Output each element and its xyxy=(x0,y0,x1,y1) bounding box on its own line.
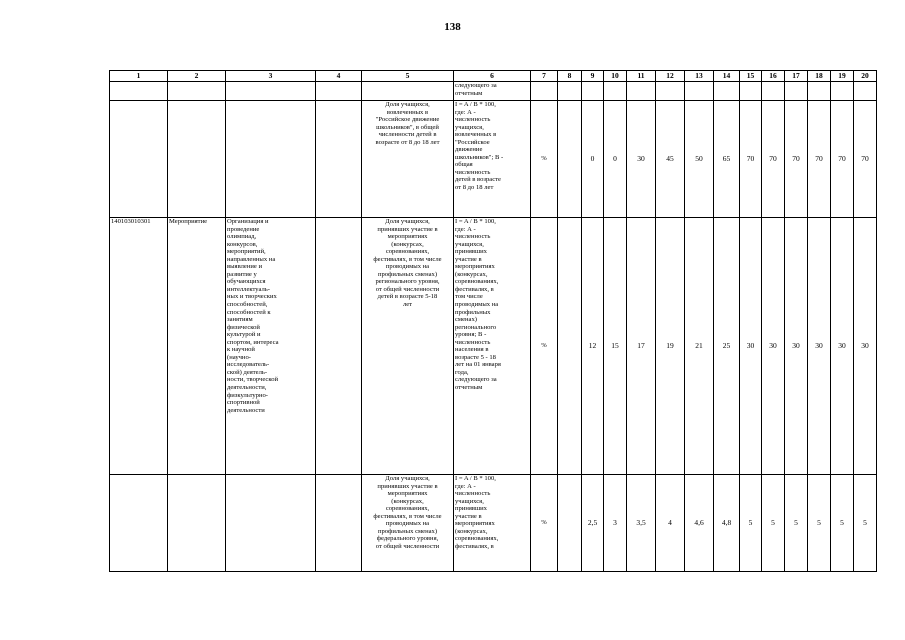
cell-description xyxy=(226,475,316,572)
cell-formula: следующего за отчетным xyxy=(454,82,531,101)
column-header: 7 xyxy=(531,71,558,82)
column-header: 20 xyxy=(854,71,877,82)
cell-value: 70 xyxy=(762,101,785,218)
cell-value: 3,5 xyxy=(627,475,656,572)
column-header: 12 xyxy=(656,71,685,82)
column-header: 15 xyxy=(740,71,762,82)
cell-value xyxy=(740,82,762,101)
cell-col8 xyxy=(558,218,582,475)
cell-value: 30 xyxy=(627,101,656,218)
column-header: 6 xyxy=(454,71,531,82)
cell-value: 5 xyxy=(740,475,762,572)
table-row xyxy=(110,101,877,218)
cell-value: 4,6 xyxy=(685,475,714,572)
table-header-row xyxy=(110,71,877,82)
cell-value xyxy=(854,82,877,101)
cell-value: 5 xyxy=(762,475,785,572)
cell-indicator: Доля учащихся, вовлеченных в "Российское движение школьников", в общей численности детей в возрасте от 8 до 18 лет xyxy=(362,101,454,218)
cell-value xyxy=(604,82,627,101)
cell-indicator xyxy=(362,82,454,101)
cell-value: 30 xyxy=(831,218,854,475)
cell-col8 xyxy=(558,82,582,101)
table-row xyxy=(110,475,877,572)
cell-unit: % xyxy=(531,218,558,475)
cell-value xyxy=(685,82,714,101)
cell-value: 5 xyxy=(831,475,854,572)
column-header: 16 xyxy=(762,71,785,82)
column-header: 2 xyxy=(168,71,226,82)
cell-col4 xyxy=(316,218,362,475)
cell-code: 140103010301 xyxy=(110,218,168,475)
cell-value xyxy=(656,82,685,101)
cell-value xyxy=(785,82,808,101)
cell-code xyxy=(110,101,168,218)
cell-formula: I = A / B * 100, где: А - численность учащихся, принявших участие в мероприятиях (конкурсах, соревнованиях, фестивалях, в том числе проводимых на профильных сменах) регионального уровня; B - численность населения в возрасте 5 - 18 лет на 01 января года, следующего за отчетным xyxy=(454,218,531,475)
cell-unit: % xyxy=(531,101,558,218)
cell-description: Организация и проведение олимпиад, конкурсов, мероприятий, направленных на выявление и развитие у обучающихся интеллектуаль- ных и творческих способностей, способностей к занятиям физической культурой и спортом, интереса к научной (научно- исследователь- ской) деятель- ности, творческой деятельности, физкультурно- спортивной деятельности xyxy=(226,218,316,475)
cell-code xyxy=(110,475,168,572)
column-header: 13 xyxy=(685,71,714,82)
cell-col8 xyxy=(558,101,582,218)
cell-name: Мероприятие xyxy=(168,218,226,475)
column-header: 18 xyxy=(808,71,831,82)
cell-value: 17 xyxy=(627,218,656,475)
cell-value: 30 xyxy=(785,218,808,475)
cell-formula: I = A / B * 100, где: А - численность учащихся, вовлеченных в "Российское движение школьников"; B - общая численность детей в возрасте от 8 до 18 лет xyxy=(454,101,531,218)
column-header: 14 xyxy=(714,71,740,82)
cell-value: 70 xyxy=(831,101,854,218)
column-header: 19 xyxy=(831,71,854,82)
cell-value: 5 xyxy=(785,475,808,572)
indicators-table xyxy=(109,70,877,572)
column-header: 8 xyxy=(558,71,582,82)
cell-value: 50 xyxy=(685,101,714,218)
cell-value: 65 xyxy=(714,101,740,218)
cell-value: 70 xyxy=(740,101,762,218)
cell-unit xyxy=(531,82,558,101)
cell-name xyxy=(168,101,226,218)
cell-value: 30 xyxy=(854,218,877,475)
column-header: 5 xyxy=(362,71,454,82)
cell-indicator: Доля учащихся, принявших участие в мероприятиях (конкурсах, соревнованиях, фестивалях, в том числе проводимых на профильных сменах) регионального уровня, от общей численности детей в возрасте 5-18 лет xyxy=(362,218,454,475)
cell-value: 2,5 xyxy=(582,475,604,572)
cell-col8 xyxy=(558,475,582,572)
cell-col4 xyxy=(316,101,362,218)
cell-value: 12 xyxy=(582,218,604,475)
cell-value xyxy=(627,82,656,101)
cell-code xyxy=(110,82,168,101)
cell-value: 70 xyxy=(785,101,808,218)
cell-value: 30 xyxy=(808,218,831,475)
cell-value xyxy=(582,82,604,101)
cell-description xyxy=(226,101,316,218)
cell-col4 xyxy=(316,475,362,572)
column-header: 4 xyxy=(316,71,362,82)
table-row xyxy=(110,82,877,101)
cell-value: 25 xyxy=(714,218,740,475)
column-header: 1 xyxy=(110,71,168,82)
cell-value: 45 xyxy=(656,101,685,218)
cell-value xyxy=(762,82,785,101)
cell-value xyxy=(831,82,854,101)
cell-formula: I = A / B * 100, где: А - численность учащихся, принявших участие в мероприятиях (конкурсах, соревнованиях, фестивалях, в xyxy=(454,475,531,572)
cell-value xyxy=(808,82,831,101)
cell-value: 15 xyxy=(604,218,627,475)
cell-value xyxy=(714,82,740,101)
cell-col4 xyxy=(316,82,362,101)
page-number: 138 xyxy=(444,21,461,33)
cell-value: 30 xyxy=(762,218,785,475)
column-header: 3 xyxy=(226,71,316,82)
cell-value: 4 xyxy=(656,475,685,572)
column-header: 10 xyxy=(604,71,627,82)
column-header: 17 xyxy=(785,71,808,82)
cell-value: 5 xyxy=(854,475,877,572)
column-header: 9 xyxy=(582,71,604,82)
cell-value: 30 xyxy=(740,218,762,475)
cell-value: 0 xyxy=(582,101,604,218)
cell-value: 3 xyxy=(604,475,627,572)
cell-value: 5 xyxy=(808,475,831,572)
cell-description xyxy=(226,82,316,101)
cell-unit: % xyxy=(531,475,558,572)
cell-value: 70 xyxy=(808,101,831,218)
cell-value: 21 xyxy=(685,218,714,475)
cell-value: 0 xyxy=(604,101,627,218)
cell-name xyxy=(168,82,226,101)
table-row xyxy=(110,218,877,475)
cell-value: 70 xyxy=(854,101,877,218)
cell-value: 19 xyxy=(656,218,685,475)
cell-name xyxy=(168,475,226,572)
cell-value: 4,8 xyxy=(714,475,740,572)
column-header: 11 xyxy=(627,71,656,82)
cell-indicator: Доля учащихся, принявших участие в мероприятиях (конкурсах, соревнованиях, фестивалях, в том числе проводимых на профильных сменах) федерального уровня, от общей численности xyxy=(362,475,454,572)
